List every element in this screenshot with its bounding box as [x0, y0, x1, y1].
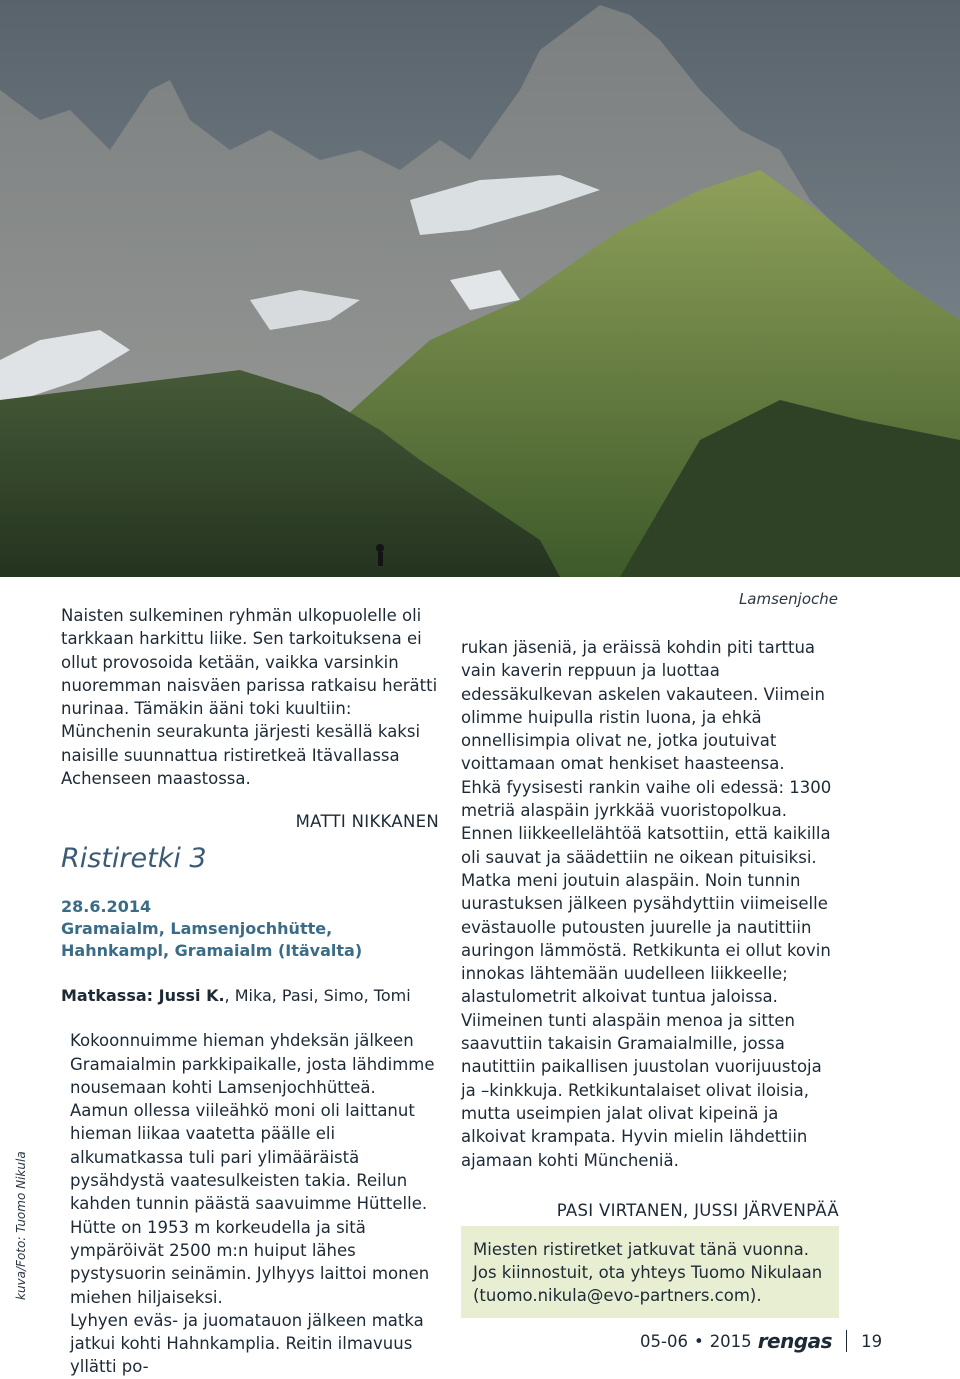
right-column: [461, 636, 839, 1248]
lead-paragraph: Naisten sulkeminen ryhmän ulkopuolelle oli tarkkaan harkittu liike. Sen tarkoituksena ei ollut provosoida ketään, vaikka varsinkin nuoremman naisväen parissa ratkaisu herätti nurinaa. Tämäkin ääni toki kuultiin: Münchenin seurakunta järjesti kesällä kaksi naisille suunnattua ristiretkeä Itävallassa Achenseen maastossa.: [61, 606, 438, 789]
trip-participants: [61, 984, 439, 1007]
photo-credit: kuva/Foto: Tuomo Nikula: [14, 1151, 28, 1300]
authors-line: PASI VIRTANEN, JUSSI JÄRVENPÄÄ: [556, 1200, 839, 1220]
left-column: [61, 604, 439, 1379]
author-byline: MATTI NIKKANEN: [295, 812, 439, 832]
info-box-text: Miesten ristiretket jatkuvat tänä vuonna. Jos kiinnostuit, ota yhteys Tuomo Nikulaan (tuomo.nikula@evo-partners.com).: [473, 1240, 823, 1305]
page-number: 19: [861, 1331, 883, 1351]
hero-photo: [0, 0, 960, 577]
brand-logo: rengas: [757, 1329, 833, 1353]
body-left: [61, 1029, 439, 1378]
section-kicker: Ristiretki 3: [61, 842, 207, 874]
page-footer: [640, 1330, 882, 1352]
footer-divider: [846, 1330, 847, 1352]
trip-date: 28.6.2014: [61, 896, 152, 916]
footer-bullet: •: [693, 1331, 704, 1351]
issue-number: 05-06: [640, 1331, 688, 1351]
trip-route: Gramaialm, Lamsenjochhütte, Hahnkampl, Gramaialm (Itävalta): [61, 918, 363, 960]
participants-label: Matkassa: Jussi K.: [61, 985, 225, 1005]
photo-caption: Lamsenjoche: [738, 590, 838, 608]
body-paragraph: Ehkä fyysisesti rankin vaihe oli edessä: 1300 metriä alaspäin jyrkkää vuoristopolkua. Ennen liikkeellelähtöä katsottiin, että kaikilla oli sauvat ja säädettiin ne oikean pituisiksi. Matka meni joutuin alaspäin. Noin tunnin uurastuksen jälkeen pysähdyttiin viimeiselle evästauolle putousten juurelle ja nautittiin auringon lämmöstä. Retkikunta ei ollut kovin innokas lähtemään uudelleen liikkeelle; alastulometrit alkoivat tuntua jaloissa. Viimeinen tunti alaspäin menoa ja sitten saavuttiin takaisin Gramaialmille, jossa nautittiin paikallisen juustolan vuorijuustoja ja –kinkkuja. Retkikuntalaiset olivat iloisia, mutta useimpien jalat olivat kipeinä ja alkoivat krampata. Hyvin mielin lähdettiin ajamaan kohti Müncheniä.: [461, 777, 832, 1170]
participants-rest: , Mika, Pasi, Simo, Tomi: [224, 985, 411, 1005]
body-paragraph: Lyhyen eväs- ja juomatauon jälkeen matka jatkui kohti Hahnkamplia. Reitin ilmavuus yllätti po-: [70, 1310, 424, 1377]
body-paragraph: Kokoonnuimme hieman yhdeksän jälkeen Gramaialmin parkkipaikalle, josta lähdimme nousemaan kohti Lamsenjochhütteä. Aamun ollessa viileähkö moni oli laittanut hieman liikaa vaatetta päälle eli alkumatkassa tuli pari ylimääräistä pysähdystä vaatesulkeisten takia. Reilun kahden tunnin päästä saavuimme Hüttelle. Hütte on 1953 m korkeudella ja sitä ympäröivät 2500 m:n huiput lähes pystysuorin seinämin. Jylhyys laittoi monen miehen hiljaiseksi.: [70, 1031, 435, 1307]
issue-year: 2015: [709, 1331, 752, 1351]
body-paragraph: rukan jäseniä, ja eräissä kohdin piti tarttua vain kaverin reppuun ja luottaa edessäkulkevan askelen vakauteen. Viimein olimme huipulla ristin luona, ja ehkä onnellisimpia olivat ne, jotka joutuivat voittamaan omat henkiset haasteensa.: [461, 638, 825, 774]
info-box: [461, 1226, 839, 1318]
